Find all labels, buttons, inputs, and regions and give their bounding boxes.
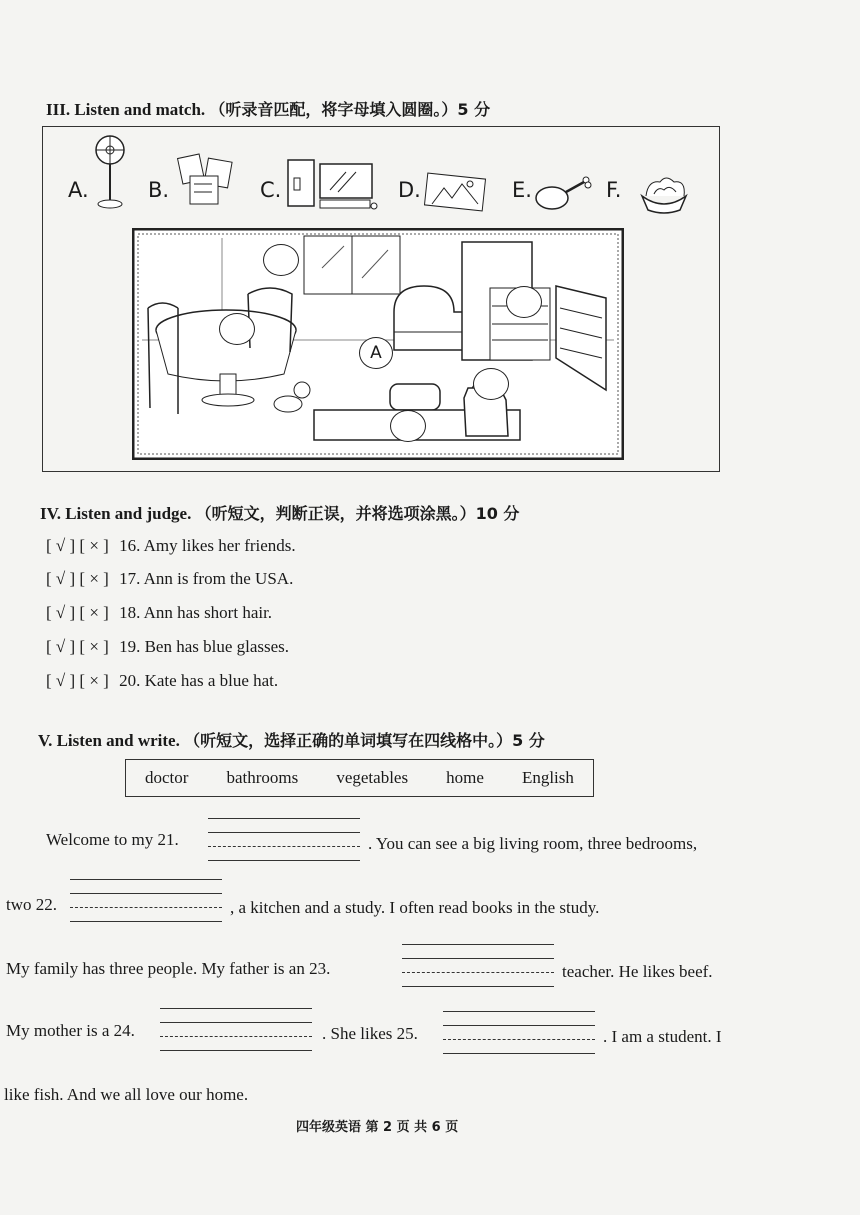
judge-item-19 [46,637,289,657]
four-line-blank-23[interactable] [402,944,554,988]
judge-item-18 [46,603,272,623]
section4-heading-cn: （听短文，判断正误，并将选项涂黑。）10 分 [195,504,520,523]
four-line-blank-25[interactable] [443,1011,595,1055]
section5-heading-en: V. Listen and write. [38,731,180,750]
word-bank-item: bathrooms [226,768,299,787]
true-false-boxes[interactable]: [ √ ] [ × ] [46,536,109,555]
chicken-leg-icon [534,174,594,214]
passage-line-3b: teacher. He likes beef. [562,962,713,981]
section3-heading-cn: （听录音匹配，将字母填入圆圈。）5 分 [209,100,491,119]
answer-circle[interactable] [506,286,542,318]
option-b-letter: B. [148,178,170,202]
word-bank-item: home [446,768,484,787]
computer-icon [286,156,380,212]
passage-line-2a: two 22. [6,895,57,914]
judge-statement: 17. Ann is from the USA. [119,569,294,588]
judge-item-16 [46,536,296,556]
option-a-letter: A. [68,178,89,202]
section4-heading [40,501,519,524]
answer-circle[interactable] [390,410,426,442]
vegetables-icon [636,172,692,216]
judge-statement: 16. Amy likes her friends. [119,536,296,555]
option-d-letter: D. [398,178,421,202]
true-false-boxes[interactable]: [ √ ] [ × ] [46,603,109,622]
four-line-blank-21[interactable] [208,818,360,862]
answer-circle[interactable] [473,368,509,400]
answer-circle[interactable] [263,244,299,276]
word-bank [125,759,594,797]
judge-statement: 18. Ann has short hair. [119,603,273,622]
option-e-letter: E. [512,178,532,202]
word-bank-item: English [521,768,574,787]
word-bank-item: vegetables [336,768,409,787]
page-footer: 四年级英语 第 2 页 共 6 页 [296,1120,459,1135]
true-false-boxes[interactable]: [ √ ] [ × ] [46,569,109,588]
four-line-blank-22[interactable] [70,879,222,923]
passage-line-4a: My mother is a 24. [6,1021,135,1040]
picture-icon [424,170,488,214]
passage-line-1b: . You can see a big living room, three bedrooms, [368,834,698,853]
word-bank-item: doctor [145,768,189,787]
answer-circle[interactable] [219,313,255,345]
true-false-boxes[interactable]: [ √ ] [ × ] [46,671,109,690]
section5-heading [38,728,545,751]
judge-statement: 19. Ben has blue glasses. [119,637,290,656]
judge-item-17 [46,569,293,589]
option-f-letter: F. [606,178,622,202]
option-c-letter: C. [260,178,282,202]
passage-line-3a: My family has three people. My father is an 23. [6,959,331,978]
section3-heading [46,97,490,120]
section5-heading-cn: （听短文，选择正确的单词填写在四线格中。）5 分 [184,731,545,750]
passage-line-4c: . I am a student. I [603,1027,722,1046]
section3-heading-en: III. Listen and match. [46,100,206,119]
section4-heading-en: IV. Listen and judge. [40,504,192,523]
true-false-boxes[interactable]: [ √ ] [ × ] [46,637,109,656]
passage-line-4b: . She likes 25. [322,1024,418,1043]
passage-line-1a: Welcome to my 21. [46,830,179,849]
four-line-blank-24[interactable] [160,1008,312,1052]
judge-statement: 20. Kate has a blue hat. [119,671,279,690]
passage-line-5: like fish. And we all love our home. [4,1085,249,1104]
example-answer-circle: A [359,337,393,369]
judge-item-20 [46,671,278,691]
passage-line-2b: , a kitchen and a study. I often read books in the study. [230,898,600,917]
books-icon [176,150,240,210]
fan-icon [92,132,132,212]
